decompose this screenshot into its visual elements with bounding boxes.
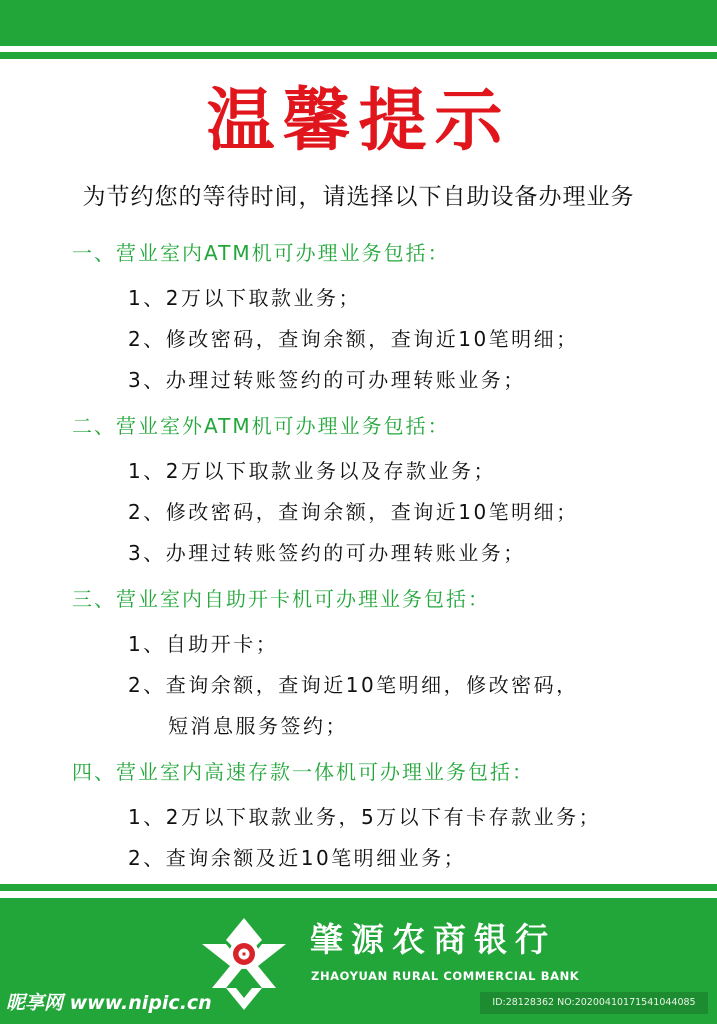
section-heading-2: 二、营业室外ATM机可办理业务包括： <box>72 414 450 438</box>
list-item: 3、办理过转账签约的可办理转账业务； <box>128 541 526 565</box>
list-item-continuation: 短消息服务签约； <box>168 714 348 738</box>
notice-content <box>0 228 717 879</box>
page-title: 温馨提示 <box>206 82 511 161</box>
section-heading-1: 一、营业室内ATM机可办理业务包括： <box>72 241 450 265</box>
bank-name-en: ZHAOYUAN RURAL COMMERCIAL BANK <box>311 969 580 983</box>
page-subtitle: 为节约您的等待时间，请选择以下自助设备办理业务 <box>82 184 635 210</box>
bank-name-cn: 肇源农商银行 <box>310 920 556 959</box>
section-heading-4: 四、营业室内高速存款一体机可办理业务包括： <box>72 760 534 784</box>
list-item: 1、自助开卡； <box>128 632 279 656</box>
list-item: 2、修改密码，查询余额，查询近10笔明细； <box>128 327 579 351</box>
list-item: 2、修改密码，查询余额，查询近10笔明细； <box>128 500 579 524</box>
list-item: 1、2万以下取款业务以及存款业务； <box>128 459 496 483</box>
bottom-green-line <box>0 884 717 891</box>
top-green-line <box>0 52 717 59</box>
top-green-band <box>0 0 717 46</box>
watermark-left: 昵享网 www.nipic.cn <box>6 992 212 1014</box>
list-item: 1、2万以下取款业务，5万以下有卡存款业务； <box>128 805 602 829</box>
section-heading-3: 三、营业室内自助开卡机可办理业务包括： <box>72 587 490 611</box>
watermark-id: ID:28128362 NO:20200410171541044085 <box>480 992 708 1014</box>
list-item: 2、查询余额及近10笔明细业务； <box>128 846 467 870</box>
list-item: 3、办理过转账签约的可办理转账业务； <box>128 368 526 392</box>
list-item: 2、查询余额，查询近10笔明细，修改密码， <box>128 673 579 697</box>
list-item: 1、2万以下取款业务； <box>128 286 361 310</box>
